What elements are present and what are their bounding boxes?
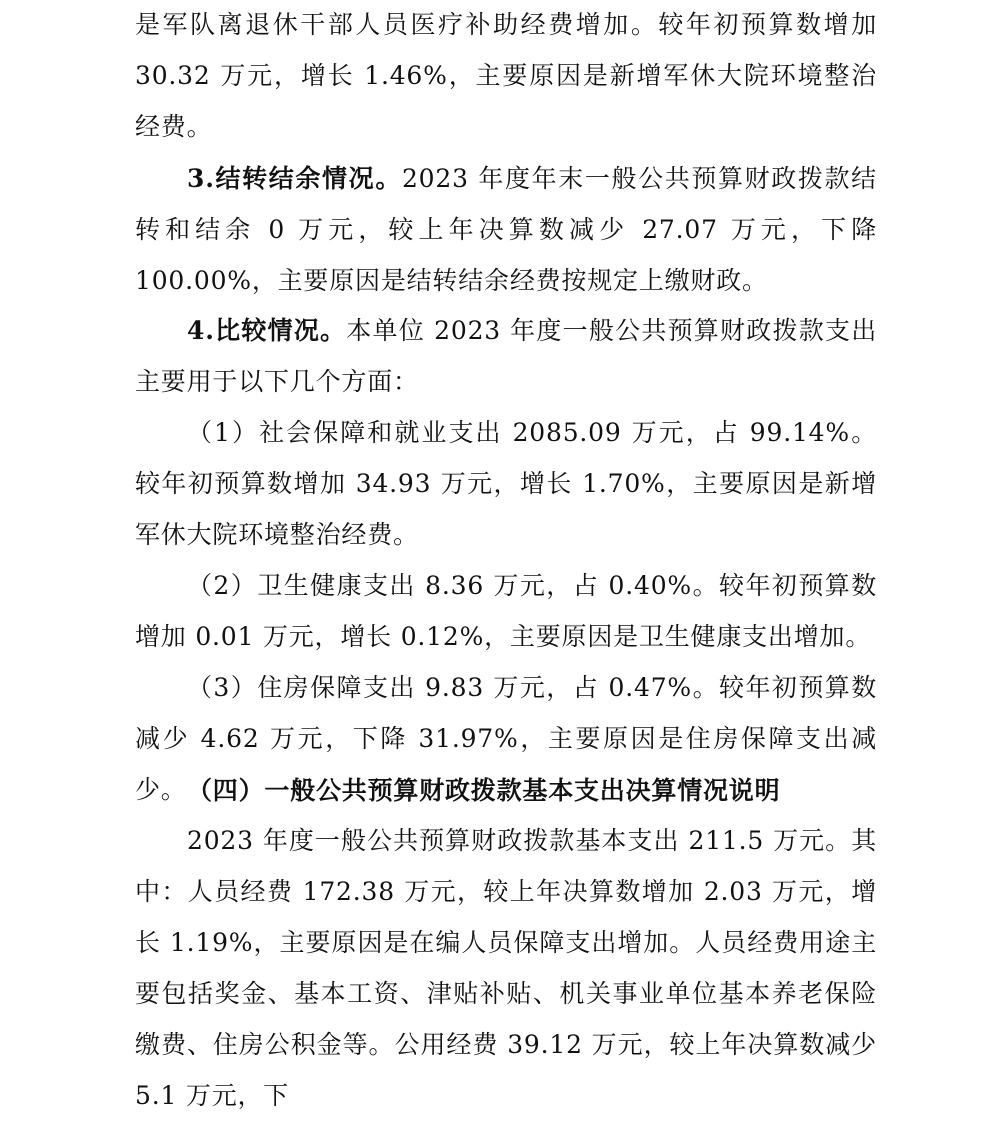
section-heading [135, 765, 877, 816]
paragraph-text: 2023 年度一般公共预算财政拨款基本支出 211.5 万元。其中：人员经费 172.38 万元，较上年决算数增加 2.03 万元，增长 1.19%，主要原因是在编人员保障支出增加。人员经费用途主要包括奖金、基本工资、津贴补贴、机关事业单位基本养老保险缴费、住房公积金等。公用经费 39.12 万元，较上年决算数减少 5.1 万元，下 [135, 826, 877, 1110]
paragraph-comparison [135, 305, 877, 407]
list-item-text: （3）住房保障支出 9.83 万元，占 0.47%。较年初预算数减少 4.62 万元，下降 31.97%，主要原因是住房保障支出减少。 [135, 673, 877, 804]
list-item-text: （2）卫生健康支出 8.36 万元，占 0.40%。较年初预算数增加 0.01 万元，增长 0.12%，主要原因是卫生健康支出增加。 [135, 571, 877, 651]
list-item-social-security [135, 407, 877, 560]
paragraph-continued [135, 0, 877, 152]
paragraph-heading: 3.结转结余情况。 [187, 164, 402, 193]
paragraph-heading: 4.比较情况。 [187, 316, 347, 345]
paragraph-text: 2023 年度年末一般公共预算财政拨款结转和结余 0 万元，较上年决算数减少 27.07 万元，下降 100.00%，主要原因是结转结余经费按规定上缴财政。 [135, 164, 877, 295]
paragraph-carryover-balance [135, 153, 877, 306]
paragraph-text: 本单位 2023 年度一般公共预算财政拨款支出主要用于以下几个方面： [135, 316, 877, 396]
paragraph-text: 是军队离退休干部人员医疗补助经费增加。较年初预算数增加30.32 万元，增长 1.46%，主要原因是新增军休大院环境整治经费。 [135, 10, 877, 141]
paragraph-basic-expenditure [135, 815, 877, 1121]
list-item-text: （1）社会保障和就业支出 2085.09 万元，占 99.14%。较年初预算数增加 34.93 万元，增长 1.70%，主要原因是新增军休大院环境整治经费。 [135, 418, 877, 549]
list-item-health [135, 560, 877, 662]
section-heading-text: （四）一般公共预算财政拨款基本支出决算情况说明 [187, 776, 781, 805]
